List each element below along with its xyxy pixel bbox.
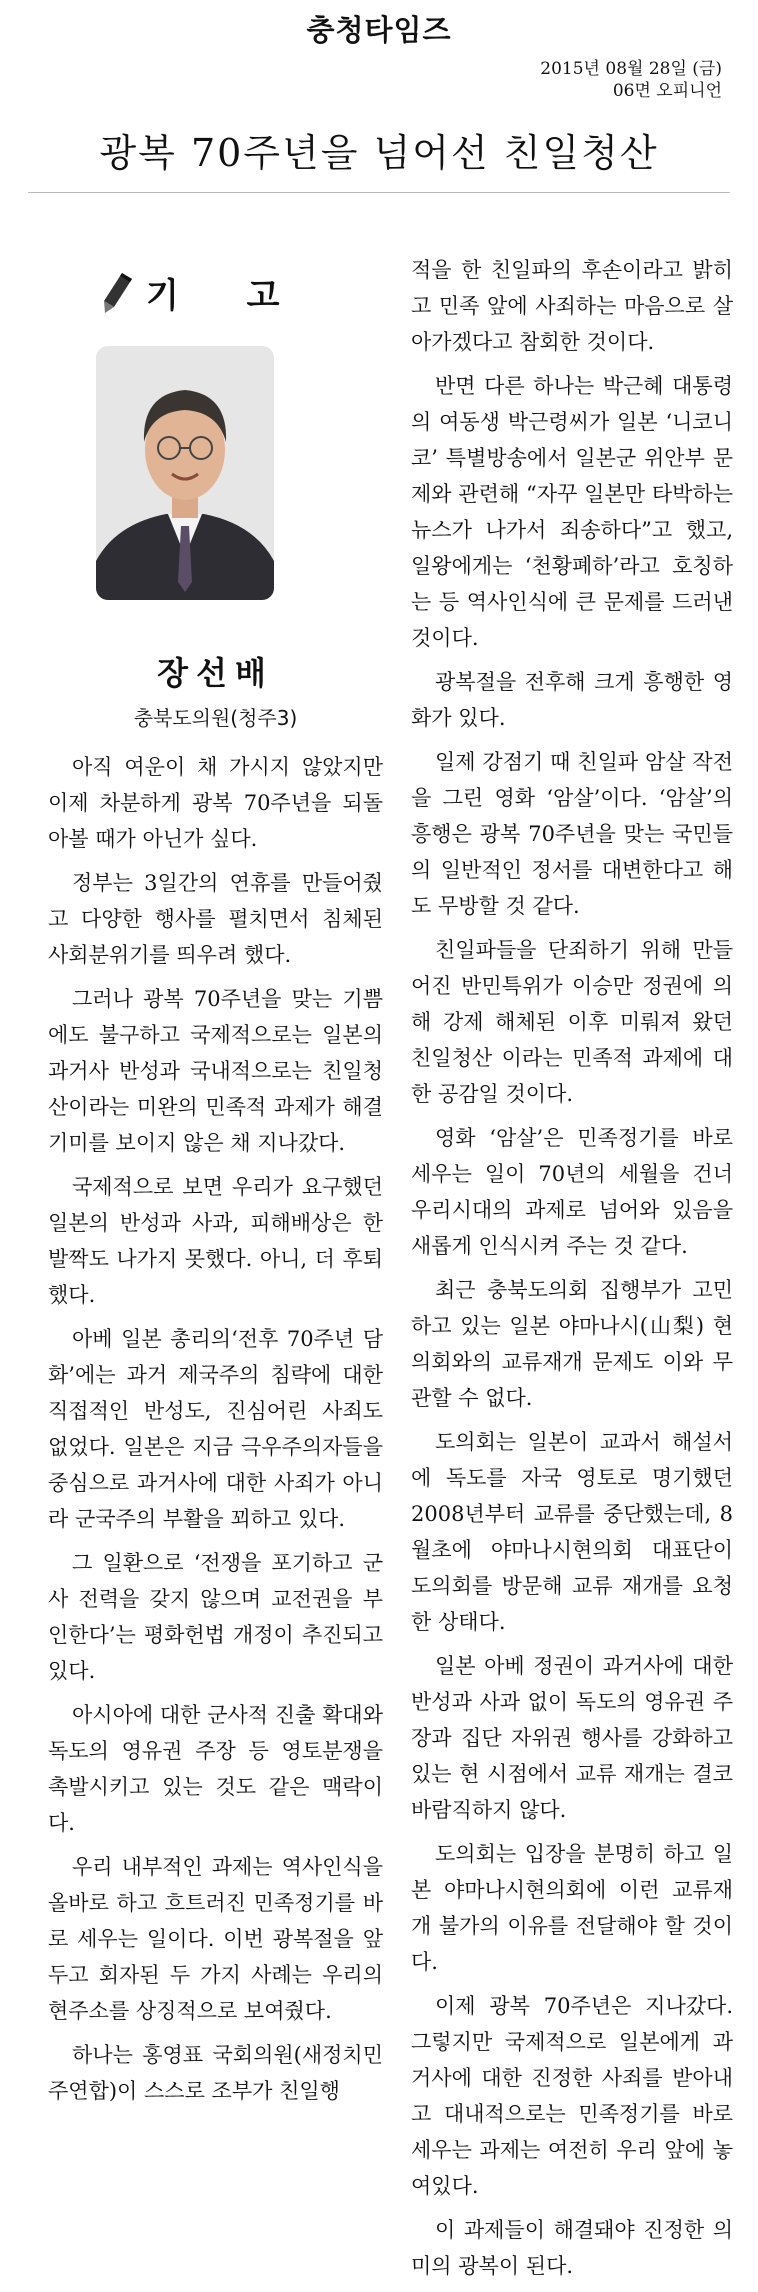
publication-info	[540, 58, 722, 102]
paragraph: 아시아에 대한 군사적 진출 확대와 독도의 영유권 주장 등 영토분쟁을 촉발시키고 있는 것도 같은 맥락이다.	[48, 1703, 383, 1835]
paragraph: 이제 광복 70주년은 지나갔다. 그렇지만 국제적으로 일본에게 과거사에 대한 진정한 사죄를 받아내고 대내적으로는 민족정기를 바로 세우는 과제는 여전히 우리 앞에 놓여있다.	[411, 1994, 733, 2198]
paragraph: 우리 내부적인 과제는 역사인식을 올바로 하고 흐트러진 민족정기를 바로 세우는 일이다. 이번 광복절을 앞두고 회자된 두 가지 사례는 우리의 현주소를 상징적으로 보여줬다.	[48, 1855, 383, 2023]
author-name: 장선배	[157, 654, 274, 692]
article-body-right-column	[411, 252, 733, 2292]
headline-divider	[28, 192, 730, 193]
paragraph: 아직 여운이 채 가시지 않았지만 이제 차분하게 광복 70주년을 되돌아볼 때가 아닌가 싶다.	[48, 755, 383, 851]
paragraph: 영화 ‘암살’은 민족정기를 바로 세우는 일이 70년의 세월을 건너 우리시대의 과제로 넘어와 있음을 새롭게 인식시켜 주는 것 같다.	[411, 1126, 733, 1258]
paragraph: 그러나 광복 70주년을 맞는 기쁨에도 불구하고 국제적으로는 일본의 과거사 반성과 국내적으로는 친일청산이라는 미완의 민족적 과제가 해결기미를 보이지 않은 채 지나갔다.	[48, 987, 383, 1155]
paragraph: 반면 다른 하나는 박근혜 대통령의 여동생 박근령씨가 일본 ‘니코니코’ 특별방송에서 일본군 위안부 문제와 관련해 “자꾸 일본만 타박하는 뉴스가 나가서 죄송하다”고 했고, 일왕에게는 ‘천황폐하’라고 호칭하는 등 역사인식에 큰 문제를 드러낸 것이다.	[411, 374, 733, 650]
publication-date: 2015년 08월 28일 (금)	[540, 59, 722, 79]
paragraph: 정부는 3일간의 연휴를 만들어줬고 다양한 행사를 펼치면서 침체된 사회분위기를 띄우려 했다.	[48, 871, 383, 967]
paragraph: 이 과제들이 해결돼야 진정한 의미의 광복이 된다.	[411, 2218, 733, 2278]
newspaper-masthead: 충청타임즈	[306, 13, 452, 47]
pen-icon	[100, 271, 134, 315]
paragraph: 일본 아베 정권이 과거사에 대한 반성과 사과 없이 독도의 영유권 주장과 집단 자위권 행사를 강화하고 있는 현 시점에서 교류 재개는 결코 바람직하지 않다.	[411, 1654, 733, 1822]
column-label	[100, 268, 308, 317]
author-photo	[96, 346, 274, 600]
article-body-left-column	[48, 749, 383, 2117]
paragraph: 국제적으로 보면 우리가 요구했던 일본의 반성과 사과, 피해배상은 한 발짝도 나가지 못했다. 아니, 더 후퇴했다.	[48, 1175, 383, 1307]
page-section: 06면 오피니언	[612, 81, 722, 101]
author-title: 충북도의원(청주3)	[133, 706, 298, 730]
paragraph: 도의회는 일본이 교과서 해설서에 독도를 자국 영토로 명기했던 2008년부터 교류를 중단했는데, 8월초에 야마나시현의회 대표단이 도의회를 방문해 교류 재개를 요청한 상태다.	[411, 1430, 733, 1634]
paragraph: 광복절을 전후해 크게 흥행한 영화가 있다.	[411, 670, 733, 730]
paragraph: 친일파들을 단죄하기 위해 만들어진 반민특위가 이승만 정권에 의해 강제 해체된 이후 미뤄져 왔던 친일청산 이라는 민족적 과제에 대한 공감일 것이다.	[411, 938, 733, 1106]
article-headline: 광복 70주년을 넘어선 친일청산	[99, 131, 659, 175]
paragraph: 일제 강점기 때 친일파 암살 작전을 그린 영화 ‘암살’이다. ‘암살’의 흥행은 광복 70주년을 맞는 국민들의 일반적인 정서를 대변한다고 해도 무방할 것 같다.	[411, 750, 733, 918]
paragraph: 하나는 홍영표 국회의원(새정치민주연합)이 스스로 조부가 친일행	[48, 2043, 383, 2103]
paragraph: 그 일환으로 ‘전쟁을 포기하고 군사 전력을 갖지 않으며 교전권을 부인한다’는 평화헌법 개정이 추진되고 있다.	[48, 1551, 383, 1683]
paragraph: 도의회는 입장을 분명히 하고 일본 야마나시현의회에 이런 교류재개 불가의 이유를 전달해야 할 것이다.	[411, 1842, 733, 1974]
paragraph-continued: 적을 한 친일파의 후손이라고 밝히고 민족 앞에 사죄하는 마음으로 살아가겠다고 참회한 것이다.	[411, 258, 733, 354]
column-label-text: 기 고	[146, 276, 308, 316]
paragraph: 아베 일본 총리의‘전후 70주년 담화’에는 과거 제국주의 침략에 대한 직접적인 반성도, 진심어린 사죄도 없었다. 일본은 지금 극우주의자들을 중심으로 과거사에 대한 사죄가 아니라 군국주의 부활을 꾀하고 있다.	[48, 1327, 383, 1531]
paragraph: 최근 충북도의회 집행부가 고민하고 있는 일본 야마나시(山梨) 현의회와의 교류재개 문제도 이와 무관할 수 없다.	[411, 1278, 733, 1410]
